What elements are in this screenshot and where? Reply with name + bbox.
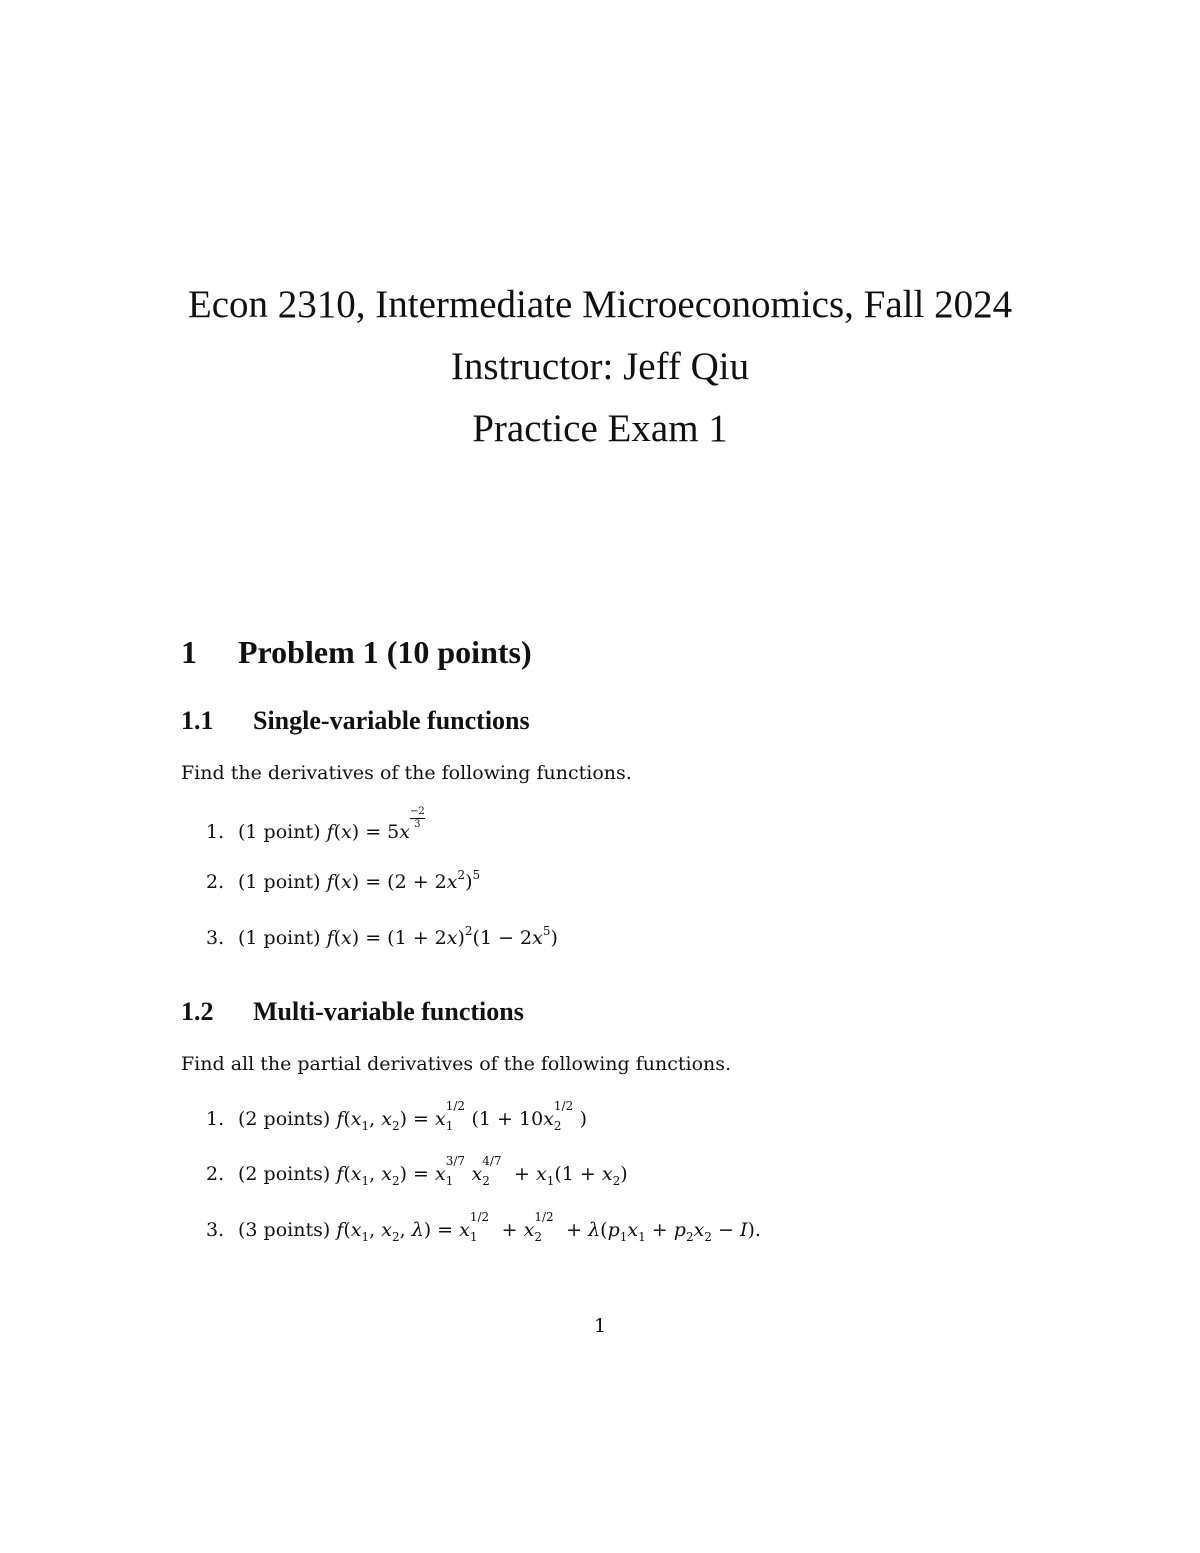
item-points: (2 points) <box>238 1163 331 1185</box>
formula: $f(x_1$, $x_2) = x$ 1/2 $_1$ (1 + 10x 1/2 $_2$ ) <box>336 1099 588 1133</box>
list-item <box>206 1099 588 1133</box>
list-item <box>206 1154 628 1188</box>
subsection-number: 1.2 <box>181 997 214 1026</box>
list-item <box>206 806 425 843</box>
exam-title: Practice Exam 1 <box>472 407 728 450</box>
item-number: 1. <box>206 1108 225 1130</box>
formula: $f(x_1$, $x_2$, λ) = x 1/2 $_1$ + x 1/2 $_2$ + $\lambda(p_1x_1 + p_2x_2 - I)$. <box>336 1210 761 1244</box>
item-number: 3. <box>206 1219 225 1241</box>
item-points: (2 points) <box>238 1108 331 1130</box>
item-points: (1 point) <box>238 821 321 843</box>
subsection-number: 1.1 <box>181 706 214 735</box>
page-number: 1 <box>593 1315 607 1337</box>
section-number: 1 <box>181 634 197 670</box>
subsection-heading-multi-variable <box>181 999 524 1025</box>
item-number: 2. <box>206 1163 225 1185</box>
course-title: Econ 2310, Intermediate Microeconomics, Fall 2024 <box>187 283 1013 326</box>
formula: $f(x) = (1 + 2x)^2(1 - 2x^5)$ <box>326 924 558 949</box>
instructor-line: Instructor: Jeff Qiu <box>450 345 750 388</box>
formula: f(x) = 5x $\frac{-2}{3}$ <box>326 806 425 843</box>
list-item <box>206 1210 761 1244</box>
item-points: (1 point) <box>238 871 321 893</box>
formula: $f(x_1$, $x_2) = x$ 3/7 $_1$ x 4/7 $_2$ + $x_1(1 + x_2)$ <box>336 1154 628 1188</box>
item-number: 1. <box>206 821 225 843</box>
formula: $f(x) = (2 + 2x^2)^5$ <box>326 868 481 893</box>
item-number: 2. <box>206 871 225 893</box>
multi-variable-instructions: Find all the partial derivatives of the following functions. <box>181 1053 732 1075</box>
single-variable-instructions: Find the derivatives of the following functions. <box>181 762 632 784</box>
section-heading-problem-1 <box>181 636 532 668</box>
item-number: 3. <box>206 927 225 949</box>
item-points: (3 points) <box>238 1219 331 1241</box>
subsection-title: Multi-variable functions <box>253 997 524 1026</box>
list-item <box>206 924 558 949</box>
section-title: Problem 1 (10 points) <box>238 634 532 670</box>
item-points: (1 point) <box>238 927 321 949</box>
subsection-heading-single-variable <box>181 708 530 734</box>
list-item <box>206 868 481 893</box>
subsection-title: Single-variable functions <box>253 706 530 735</box>
